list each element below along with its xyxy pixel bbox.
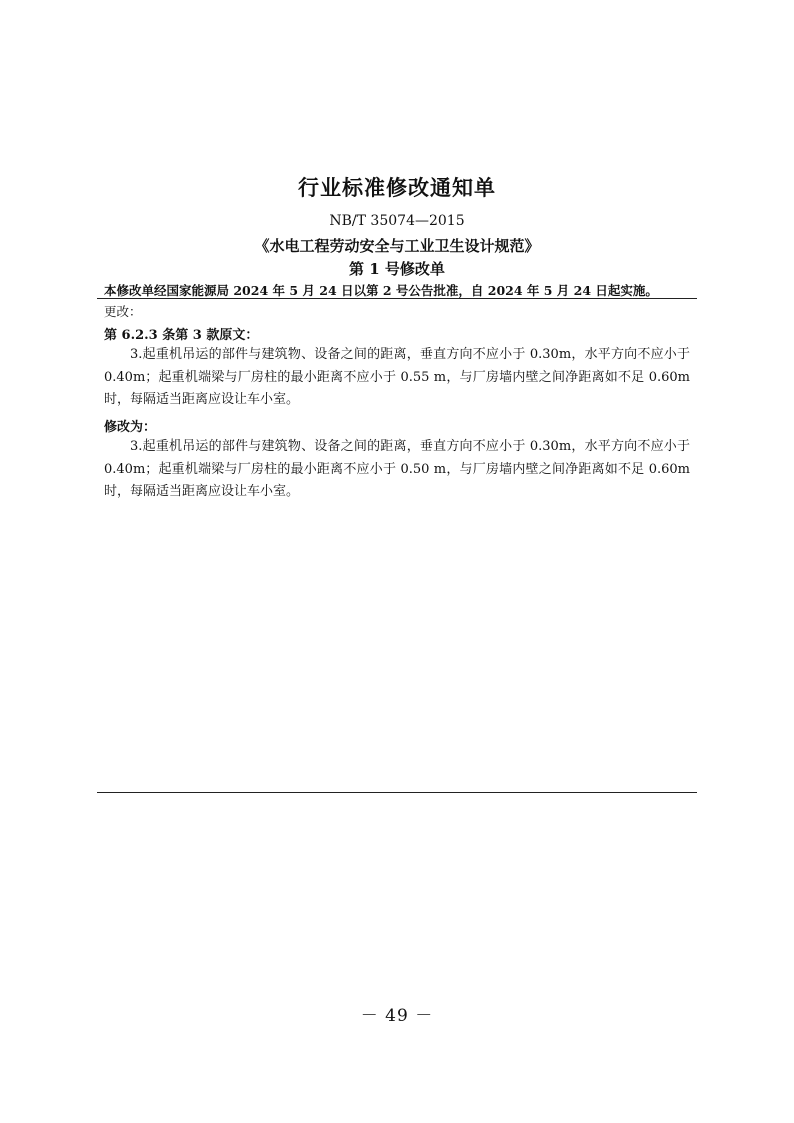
top-divider [97,298,697,299]
change-label: 更改： [104,304,142,319]
bottom-divider [97,792,697,793]
approval-statement: 本修改单经国家能源局 2024 年 5 月 24 日以第 2 号公告批准，自 2024 年 5 月 24 日起实施。 [104,283,658,298]
modified-clause-text: 3.起重机吊运的部件与建筑物、设备之间的距离，垂直方向不应小于 0.30m，水平方向不应小于 0.40m；起重机端梁与厂房柱的最小距离不应小于 0.50 m，与厂房墙内壁之间净距离如不足 0.60m 时，每隔适当距离应设让车小室。 [104,439,690,499]
amendment-number: 第 1 号修改单 [349,260,445,278]
original-text-heading: 第 6.2.3 条第 3 款原文： [104,328,259,343]
modified-text-heading: 修改为： [104,420,157,435]
notice-title: 行业标准修改通知单 [298,175,496,200]
standard-number: NB/T 35074—2015 [329,213,465,229]
page-number: － 49 － [360,1006,434,1026]
standard-name: 《水电工程劳动安全与工业卫生设计规范》 [254,237,540,255]
original-clause-text: 3.起重机吊运的部件与建筑物、设备之间的距离，垂直方向不应小于 0.30m，水平方向不应小于 0.40m；起重机端梁与厂房柱的最小距离不应小于 0.55 m，与厂房墙内壁之间净距离如不足 0.60m 时，每隔适当距离应设让车小室。 [104,347,690,407]
